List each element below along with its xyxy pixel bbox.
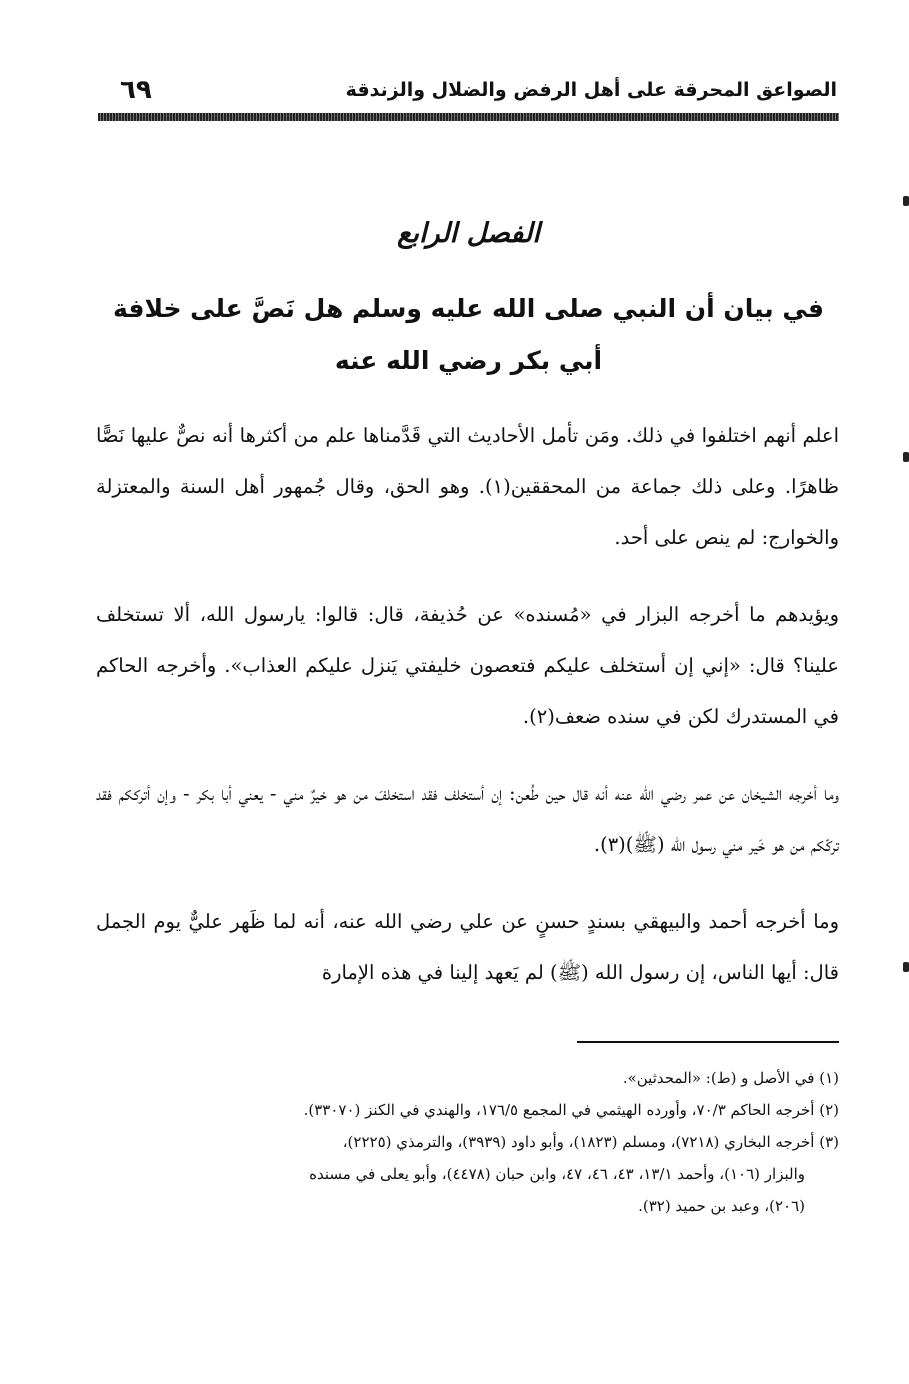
chapter-title: الفصل الرابع bbox=[397, 218, 540, 249]
scan-margin-mark bbox=[903, 962, 909, 972]
body-text bbox=[96, 410, 839, 998]
book-title: الصواعق المحرقة على أهل الرفض والضلال والزندقة bbox=[345, 79, 837, 101]
scan-margin-mark bbox=[903, 196, 909, 206]
paragraph-3: وما أخرجه الشيخان عن عمر رضي الله عنه أنه قال حين طُعن: إن أستخلف فقد استخلفَ من هو خيرٌ مني - يعني أبا بكر - وإن أترككم فقد تركّكم من هو خَير مني رسول الله (ﷺ)(٣). bbox=[96, 782, 839, 856]
footnote-3-continuation-2: (٢٠٦)، وعبد بن حميد (٣٢). bbox=[638, 1197, 805, 1215]
footnote-3: (٣) أخرجه البخاري (٧٢١٨)، ومسلم (١٨٢٣)، وأبو داود (٣٩٣٩)، والترمذي (٢٢٢٥)، bbox=[342, 1133, 839, 1151]
header-rule bbox=[98, 113, 839, 121]
chapter-subtitle bbox=[100, 283, 837, 387]
footnote-1: (١) في الأصل و (ط): «المحدثين». bbox=[622, 1069, 839, 1087]
chapter-subtitle-line-2: أبي بكر رضي الله عنه bbox=[334, 346, 603, 375]
paragraph-2: ويؤيدهم ما أخرجه البزار في «مُسنده» عن حُذيفة، قال: قالوا: يارسول الله، ألا تستخلف علينا؟ قال: «إني إن أستخلف عليكم فتعصون خليفتي يَنزل عليكم العذاب». وأخرجه الحاكم في المستدرك لكن في سنده ضعف(٢). bbox=[96, 603, 839, 728]
page-number: ٦٩ bbox=[120, 75, 152, 105]
scan-margin-mark bbox=[903, 452, 909, 462]
footnote-separator bbox=[577, 1041, 839, 1043]
paragraph-4: وما أخرجه أحمد والبيهقي بسندٍ حسنٍ عن علي رضي الله عنه، أنه لما ظَهر عليٌّ يوم الجمل قال: أيها الناس، إن رسول الله (ﷺ) لم يَعهد إلينا في هذه الإمارة bbox=[96, 910, 839, 984]
chapter-subtitle-line-1: في بيان أن النبي صلى الله عليه وسلم هل نَصَّ على خلافة bbox=[112, 294, 825, 323]
footnote-3-continuation-1: والبزار (١٠٦)، وأحمد ١٣/١، ٤٣، ٤٦، ٤٧، وابن حبان (٤٤٧٨)، وأبو يعلى في مسنده bbox=[309, 1165, 805, 1183]
running-header bbox=[100, 70, 837, 110]
footnote-2: (٢) أخرجه الحاكم ٧٠/٣، وأورده الهيثمي في المجمع ١٧٦/٥، والهندي في الكنز (٣٣٠٧٠). bbox=[303, 1101, 839, 1119]
footnotes bbox=[96, 1062, 839, 1222]
paragraph-1: اعلم أنهم اختلفوا في ذلك. ومَن تأمل الأحاديث التي قَدَّمناها علم من أكثرها أنه نصٌّ عليها نَصًّا ظاهرًا. وعلى ذلك جماعة من المحققين(١). وهو الحق، وقال جُمهور أهل السنة والمعتزلة والخوارج: لم ينص على أحد. bbox=[96, 424, 839, 549]
